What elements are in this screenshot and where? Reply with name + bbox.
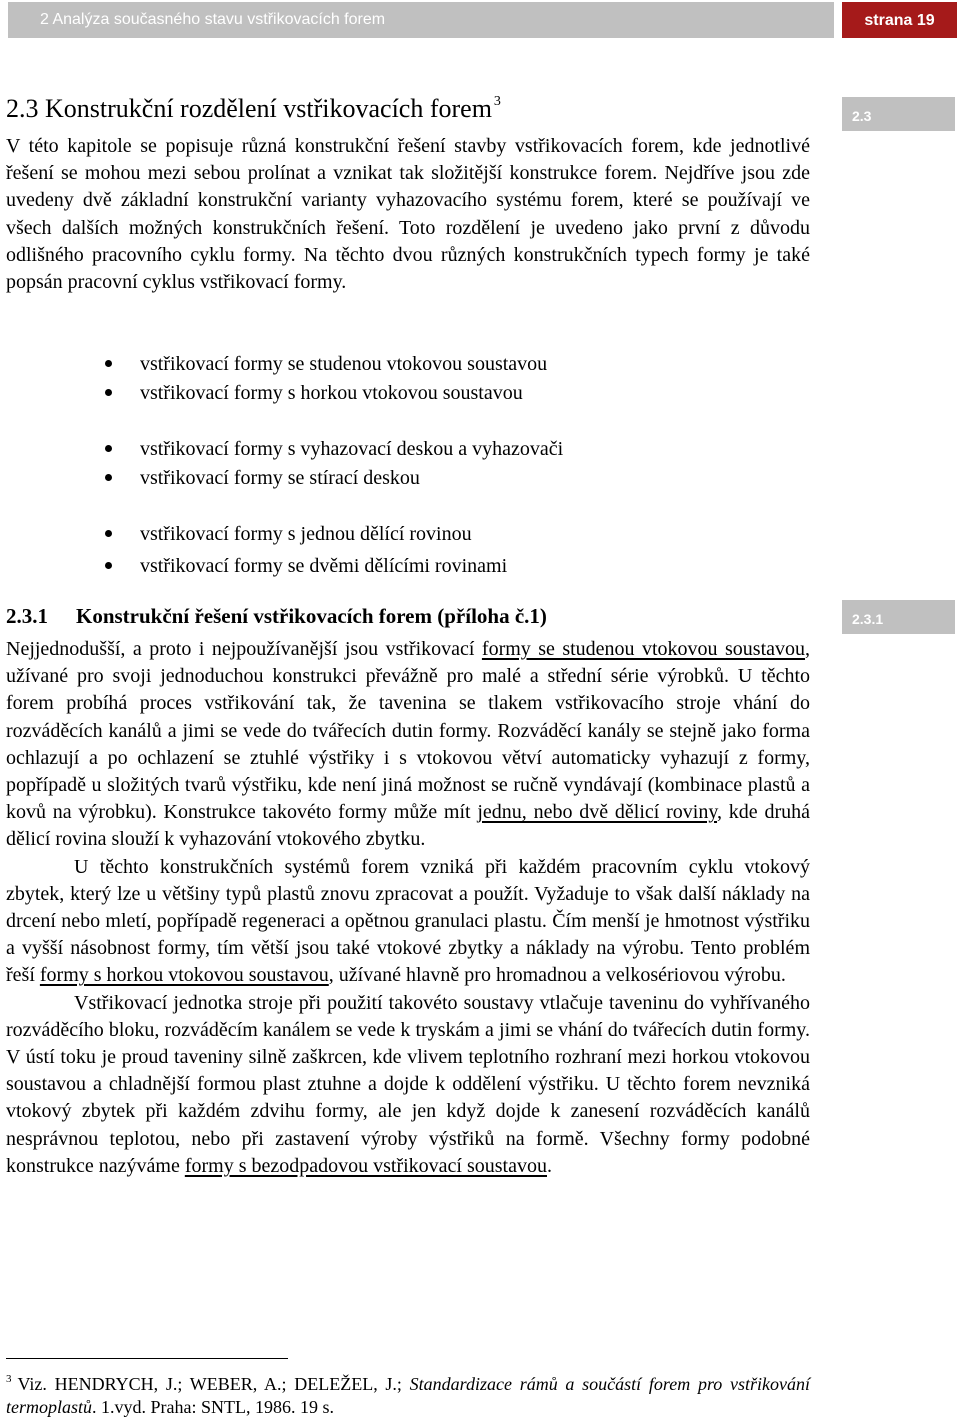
margin-subsection-tag: 2.3.1 (842, 600, 955, 634)
link-runnerless-molds[interactable]: formy s bezodpadovou vstřikovací soustavou (184, 1154, 547, 1177)
bullet-icon (105, 530, 112, 537)
p2-text-b: , užívané hlavně pro hromadnou a velkosériovou výrobu. (328, 964, 786, 987)
bullet-icon (105, 360, 112, 367)
footnote (6, 1368, 810, 1419)
link-cold-runner-molds[interactable]: formy se studenou vtokovou soustavou (481, 638, 806, 660)
footnote-title: Standardizace rámů a součástí forem pro vstřikování termoplastů (6, 1374, 810, 1417)
bullet-icon (105, 445, 112, 452)
bullet-icon (105, 389, 112, 396)
bullet-text: vstřikovací formy se studenou vtokovou soustavou (140, 353, 548, 375)
bullet-text: vstřikovací formy se stírací deskou (140, 467, 420, 489)
p2-text-a: U těchto konstrukčních systémů forem vzniká při každém pracovním cyklu vtokový zbytek, který lze u většiny typů plastů znovu zpracovat a použít. Vyžaduje to však další náklady na drcení nebo mletí, popřípadě regeneraci a opětnou granulaci plastu. Čím menší je hmotnost výstřiku a vyšší násobnost formy, tím větší jsou také vtokové zbytky a náklady na výrobu. Tento problém řeší (6, 855, 810, 987)
bullet-text: vstřikovací formy s horkou vtokovou soustavou (140, 382, 523, 404)
footnote-publication: . 1.vyd. Praha: SNTL, 1986. 19 s. (92, 1397, 335, 1417)
paragraph-2 (6, 854, 810, 990)
subsection-title: Konstrukční řešení vstřikovacích forem (příloha č.1) (76, 604, 547, 628)
subsection-number: 2.3.1 (6, 604, 48, 628)
paragraph-1 (6, 636, 810, 854)
footnote-mark: 3 (6, 1373, 12, 1385)
bullet-text: vstřikovací formy se dvěmi dělícími rovinami (140, 555, 508, 577)
running-header-chapter: 2 Analýza současného stavu vstřikovacích forem (8, 2, 834, 38)
bullet-item (105, 350, 547, 378)
link-hot-runner-molds[interactable]: formy s horkou vtokovou soustavou (39, 964, 329, 987)
page-number-badge: strana 19 (842, 2, 957, 38)
p1-text-c: , kde druhá dělicí rovina slouží k vyhazování vtokového zbytku. (6, 801, 811, 851)
subsection-heading (6, 604, 547, 629)
margin-section-tag: 2.3 (842, 97, 955, 131)
bullet-icon (105, 562, 112, 569)
section-heading (6, 94, 501, 124)
footnote-divider (6, 1358, 288, 1359)
bullet-item (105, 464, 420, 492)
footnote-authors: Viz. HENDRYCH, J.; WEBER, A.; DELEŽEL, J.; (17, 1374, 410, 1394)
link-parting-planes[interactable]: jednu, nebo dvě dělicí roviny (477, 801, 718, 824)
footnote-reference[interactable]: 3 (493, 94, 501, 109)
section-heading-text: 2.3 Konstrukční rozdělení vstřikovacích forem (6, 94, 492, 123)
p1-text-b: , užívané pro svoji jednoduchou konstrukci převážně pro malé a střední série výrobků. U těchto forem probíhá proces vstřikování tak, že tavenina se tlakem vstřikovacího stroje vhání do rozváděcích kanálů a jimi se vede do tvářecích dutin formy. Rozváděcí kanály se stejně jako forma ochlazují a po ochlazení se ztuhlé výstřiky i s vtokovou větví automaticky vyhazují z formy, popřípadě u složitých tvarů výstřiku, kde není jiná možnost se ručně vyndávají (kombinace plastů a kovů na výrobku). Konstrukce takovéto formy může mít (6, 638, 811, 824)
bullet-text: vstřikovací formy s vyhazovací deskou a vyhazovači (140, 438, 564, 460)
bullet-item (105, 379, 523, 407)
intro-text: V této kapitole se popisuje různá konstrukční řešení stavby vstřikovacích forem, kde jednotlivé řešení se mohou mezi sebou prolínat a vznikat tak složitější konstrukce forem. Nejdříve jsou zde uvedeny dvě základní konstrukční varianty vyhazovacího systému forem, které se používají ve všech dalších možných konstrukčních řešení. Toto rozdělení je uvedeno jako první z důvodu odlišného pracovního cyklu formy. Na těchto dvou různých konstrukčních typech formy je také popsán pracovní cyklus vstřikovací formy. (6, 135, 810, 294)
bullet-item (105, 552, 507, 580)
p3-text-a: Vstřikovací jednotka stroje při použití takovéto soustavy vtlačuje taveninu do vyhřívaného rozváděcího bloku, rozváděcím kanálem se vede k tryskám a jimi se vhání do tvářecích dutin formy. V ústí toku je proud taveniny silně zaškrcen, kde vlivem teplotního rozhraní mezi horkou vtokovou soustavou a chladnější formou plast ztuhne a dojde k oddělení výstřiku. U těchto forem nevzniká vtokový zbytek při každém zdvihu formy, ale jen když dojde k zanesení rozváděcích kanálů nesprávnou teplotou, nebo při zastavení výroby výstřiků na formě. Všechny formy podobné konstrukce nazýváme (6, 991, 810, 1177)
subsection-body (6, 636, 810, 1180)
bullet-icon (105, 474, 112, 481)
p3-text-b: . (547, 1154, 552, 1177)
bullet-text: vstřikovací formy s jednou dělící rovinou (140, 523, 472, 545)
bullet-item (105, 435, 563, 463)
bullet-item (105, 520, 472, 548)
p1-text-a: Nejjednodušší, a proto i nejpoužívanější jsou vstřikovací (6, 638, 482, 660)
section-intro-paragraph (6, 133, 810, 296)
paragraph-3 (6, 990, 810, 1180)
